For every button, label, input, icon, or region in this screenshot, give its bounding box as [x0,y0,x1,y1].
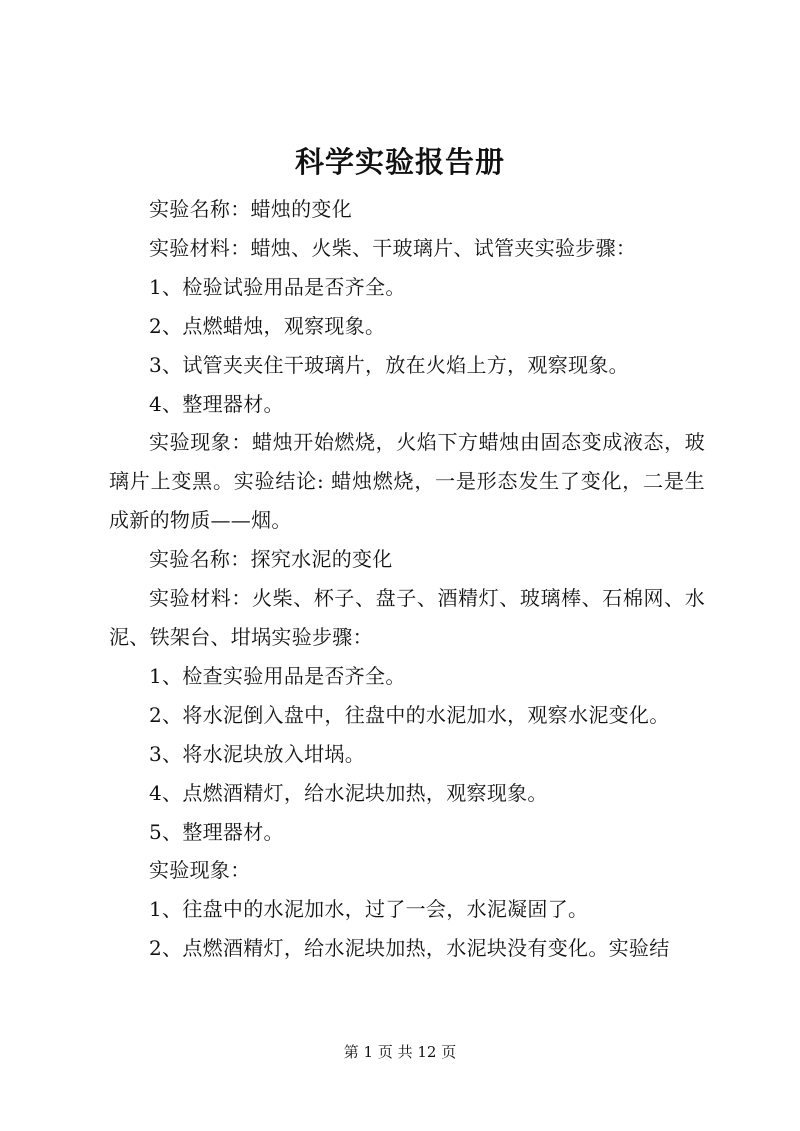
paragraph: 实验材料：火柴、杯子、盘子、酒精灯、玻璃棒、石棉网、水泥、铁架台、坩埚实验步骤： [109,586,705,649]
paragraph: 实验现象：蜡烛开始燃烧，火焰下方蜡烛由固态变成液态，玻璃片上变黑。实验结论: 蜡烛燃烧，一是形态发生了变化，二是生成新的物质——烟。 [109,430,705,533]
paragraph: 2、将水泥倒入盘中，往盘中的水泥加水，观察水泥变化。 [149,702,670,727]
document-body [109,190,705,968]
page-number-footer: 第 1 页 共 12 页 [343,1043,457,1061]
paragraph: 1、检查实验用品是否齐全。 [149,663,406,688]
paragraph: 实验材料：蜡烛、火柴、干玻璃片、试管夹实验步骤： [149,235,637,260]
paragraph: 4、点燃酒精灯，给水泥块加热，观察现象。 [149,780,548,805]
paragraph: 2、点燃酒精灯，给水泥块加热，水泥块没有变化。实验结 [149,936,670,961]
paragraph: 3、将水泥块放入坩埚。 [149,741,366,766]
paragraph: 2、点燃蜡烛，观察现象。 [149,313,386,338]
paragraph: 4、整理器材。 [149,391,284,416]
paragraph: 实验现象： [149,858,251,883]
document-title: 科学实验报告册 [294,145,505,179]
paragraph: 1、往盘中的水泥加水，过了一会，水泥凝固了。 [149,897,589,922]
paragraph: 1、检验试验用品是否齐全。 [149,274,406,299]
paragraph: 5、整理器材。 [149,819,284,844]
paragraph: 实验名称：蜡烛的变化 [149,197,352,221]
paragraph: 3、试管夹夹住干玻璃片，放在火焰上方，观察现象。 [149,352,629,377]
paragraph: 实验名称：探究水泥的变化 [149,547,393,572]
